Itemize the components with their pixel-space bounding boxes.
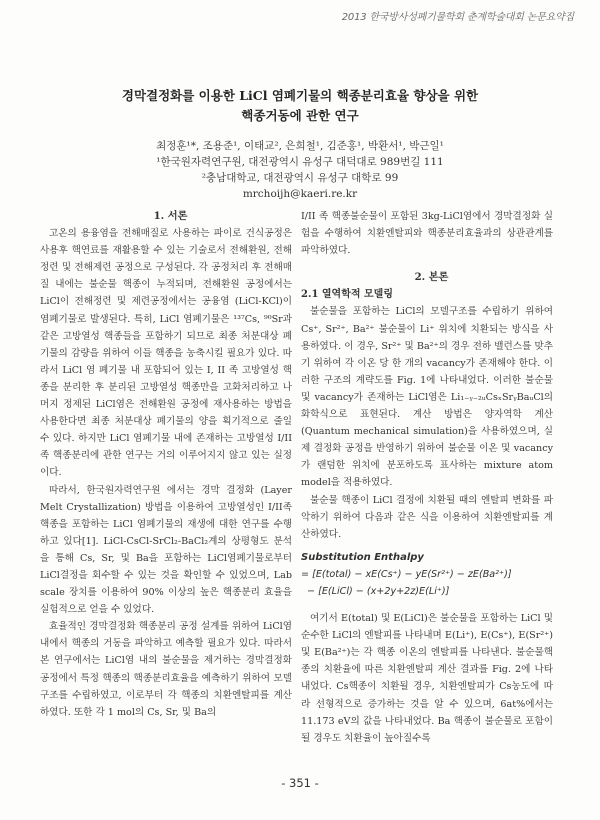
equation-line-2: − [E(LiCl) − (x+2y+2z)E(Li⁺)] (307, 585, 450, 597)
left-column (40, 208, 292, 721)
section-heading-introduction: 1. 서론 (153, 210, 188, 222)
author-block (60, 138, 540, 202)
intro-paragraph-2: 따라서, 한국원자력연구원 에서는 경막 결정화 (Layer Melt Crystallization) 방법을 이용하여 고방열성인 I/II족 핵종을 포함하는 LiCl 염폐기물의 재생에 대한 연구를 수행하고 있다[1]. LiCl-CsCl-SrCl₂-BaCl₂계의 상평형도 분석을 통해 Cs, Sr, 및 Ba을 포함하는 LiCl염폐기물로부터 LiCl결정을 회수할 수 있는 것을 확인할 수 있었으며, Lab scale 장치를 이용하여 90% 이상의 높은 핵종분리 효율을 실험적으로 얻을 수 있었다. (40, 484, 292, 616)
title-line-1: 경막결정화를 이용한 LiCl 염폐기물의 핵종분리효율 향상을 위한 (121, 88, 479, 103)
body-paragraph-3: 여기서 E(total) 및 E(LiCl)은 불순물을 포함하는 LiCl 및 순수한 LiCl의 엔탈피를 나타내며 E(Li⁺), E(Cs⁺), E(Sr²⁺) 및 E(Ba²⁺)는 각 핵종 이온의 엔탈피를 나타낸다. 불순물핵종의 치환율에 따른 치환엔탈피 계산 결과를 Fig. 2에 나타내었다. Cs핵종이 치환될 경우, 치환엔탈피가 Cs농도에 따라 선형적으로 증가하는 것을 알 수 있으며, 6at%에서는 11.173 eV의 값을 나타내었다. Ba 핵종이 불순물로 포함이 될 경우도 치환율이 높아질수록 (301, 613, 553, 744)
intro-continuation: I/II 족 핵종불순물이 포함된 3kg-LiCl염에서 경막결정화 실험을 수행하여 치환엔탈피와 핵종분리효율과의 상관관계를 파악하였다. (301, 211, 553, 257)
intro-paragraph-3: 효율적인 경막결정화 핵종분리 공정 설계를 위하여 LiCl염 내에서 핵종의 거동을 파악하고 예측할 필요가 있다. 따라서 본 연구에서는 LiCl염 내의 불순물을 제거하는 경막결정화 공정에서 특정 핵종의 핵종분리효율을 예측하기 위하여 모델 구조를 수립하였고, 이로부터 각 핵종의 치환엔탈피를 계산하였다. 또한 각 1 mol의 Cs, Sr, 및 Ba의 (40, 621, 292, 718)
intro-paragraph-1: 고온의 용융염을 전해매질로 사용하는 파이로 건식공정은 사용후 핵연료를 재활용할 수 있는 기술로서 전해환원, 전해정련 및 전해제련 공정으로 구성된다. 각 공정처리 후 전해매질 내에는 불순물 핵종이 누적되며, 전해환원 공정에서는 LiCl이 전해정련 및 제련공정에서는 공융염 (LiCl-KCl)이 염폐기물로 발생된다. 특히, LiCl 염폐기물은 ¹³⁷Cs, ⁹⁰Sr과 같은 고방열성 핵종들을 포함하기 되므로 최종 처분대상 폐기물의 감량을 위하여 이들 핵종을 농축시킬 필요가 있다. 따라서 LiCl 염 폐기물 내 포함되어 있는 I, II 족 고방열성 핵종을 분리한 후 분리된 고방열성 핵종만을 고화처리하고 나머지 정제된 LiCl염은 전해환원 공정에 재사용하는 방법을 사용한다면 최종 처분대상 폐기물의 양을 획기적으로 줄일 수 있다. 하지만 LiCl 염폐기물 내에 존재하는 고방열성 I/II족 핵종분리에 관한 연구는 거의 이루어지지 않고 있는 실정이다. (40, 228, 292, 479)
subsection-heading-modeling: 2.1 열역학적 모델링 (301, 289, 393, 301)
body-paragraph-1: 불순물을 포함하는 LiCl의 모델구조를 수립하기 위하여 Cs⁺, Sr²⁺, Ba²⁺ 불순물이 Li⁺ 위치에 치환되는 방식을 사용하였다. 이 경우, Sr²⁺ 및 Ba²⁺의 경우 전하 밸런스를 맞추기 위하여 각 이온 당 한 개의 vacancy가 존재해야 한다. 이러한 구조의 계략도를 Fig. 1에 나타내었다. 이러한 불순물 및 vacancy가 존재하는 LiCl염은 Li₁₋ᵧ₋₂ᵤCsₓSrᵧBaᵤCl의 화학식으로 표현된다. 계산 방법은 양자역학 계산 (Quantum mechanical simulation)을 사용하였으며, 실제 결정화 공정을 반영하기 위하여 불순물 이온 및 vacancy가 랜덤한 위치에 분포하도록 표사하는 mixture atom model을 적용하였다. (301, 306, 553, 489)
running-header: 2013 한국방사성폐기물학회 춘계학술대회 논문요약집 (341, 12, 574, 23)
paper-title (40, 86, 560, 126)
affiliation-2: ²충남대학교, 대전광역시 유성구 대학로 99 (201, 172, 399, 184)
right-column (301, 208, 553, 747)
body-paragraph-2: 불순물 핵종이 LiCl 결정에 치환될 때의 엔탈피 변화를 파악하기 위하여 다음과 같은 식을 이용하여 치환엔탈피를 계산하였다. (301, 494, 553, 540)
section-heading-body: 2. 본론 (414, 271, 449, 284)
title-line-2: 핵종거동에 관한 연구 (241, 108, 359, 123)
affiliation-1: ¹한국원자력연구원, 대전광역시 유성구 대덕대로 989번길 111 (156, 156, 444, 168)
page-number: - 351 - (281, 776, 319, 790)
equation-line-1: = [E(total) − xE(Cs⁺) − yE(Sr²⁺) − zE(Ba²⁺)] (301, 568, 512, 580)
author-email: mrchoijh@kaeri.re.kr (242, 188, 358, 200)
equation-title: Substitution Enthalpy (301, 551, 424, 563)
author-names: 최정훈¹*, 조용준¹, 이태교², 은희철¹, 김준홍¹, 박환서¹, 박근일¹ (156, 140, 444, 152)
